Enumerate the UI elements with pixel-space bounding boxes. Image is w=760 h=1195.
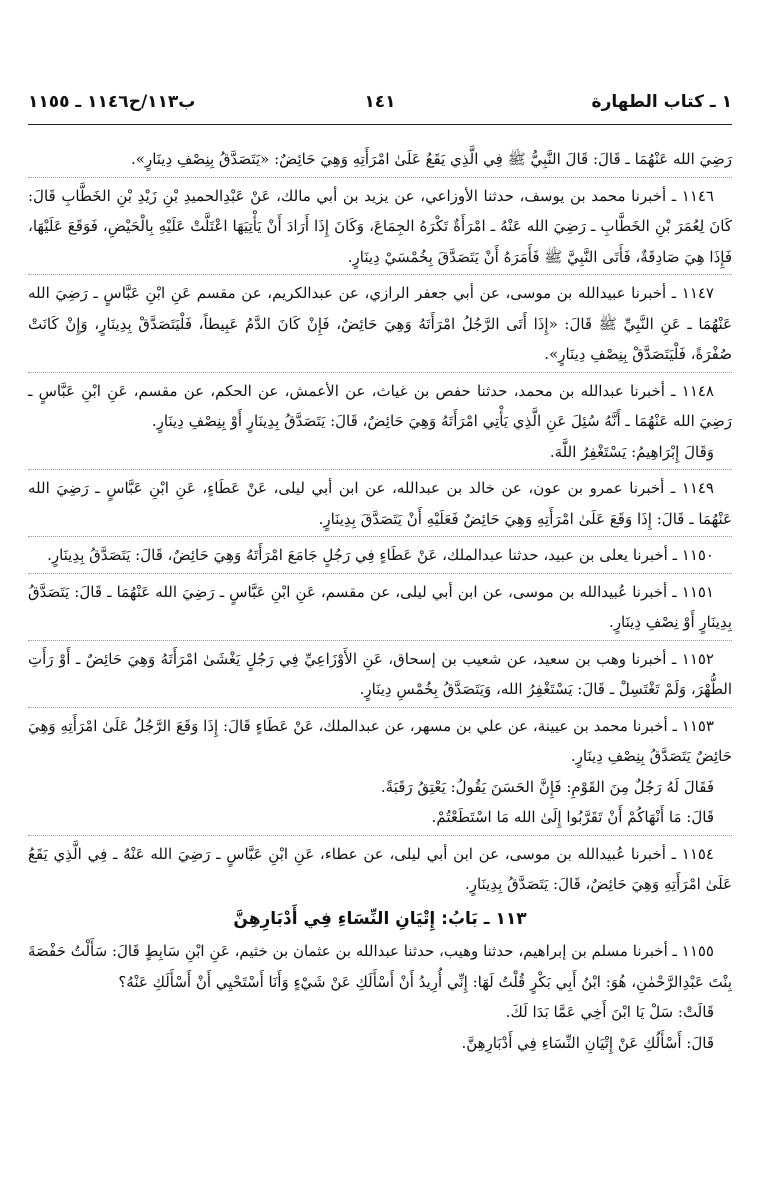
hadith-1151: ١١٥١ ـ أخبرنا عُبيدالله بن موسى، عن ابن أبي ليلى، عن مقسم، عَنِ ابْنِ عَبَّاسٍ ـ رَضِيَ الله عَنْهُمَا ـ قَالَ: يَتَصَدَّقُ بِدِينَارٍ أَوْ نِصْفِ دِينَارٍ. — [28, 582, 732, 631]
section-reference: ب١١٣/ح١١٤٦ ـ ١١٥٥ — [28, 92, 196, 112]
page-number: ١٤١ — [364, 92, 396, 112]
hadith-1149: ١١٤٩ ـ أخبرنا عمرو بن عون، عن خالد بن عبدالله، عن ابن أبي ليلى، عَنْ عَطَاءٍ، عَنِ ابْنِ عَبَّاسٍ ـ رَضِيَ الله عَنْهُمَا ـ قَالَ: إِذَا وَقَعَ عَلَىٰ امْرَأَتِهِ وَهِيَ حَائِضٌ فَعَلَيْهِ أَنْ يَتَصَدَّقَ بِدِينَارٍ. — [28, 479, 732, 528]
hadith-1153-note-a: فَقَالَ لَهُ رَجُلٌ مِنَ القَوْمِ: فَإِنَّ الحَسَنَ يَقُولُ: يَعْتِقُ رَقَبَةً. — [380, 777, 714, 796]
hadith-1146: ١١٤٦ ـ أخبرنا محمد بن يوسف، حدثنا الأوزاعي، عن يزيد بن أبي مالك، عَنْ عَبْدِالحميدِ بْنِ زَيْدِ بْنِ الخَطَّابِ قَالَ: كَانَ لِعُمَرَ بْنِ الخَطَّابِ ـ رَضِيَ الله عَنْهُ ـ امْرَأَةٌ تَكْرَهُ الجِمَاعَ، وَكَانَ إِذَا أَرَادَ أَنْ يَأْتِيَهَا اعْتَلَّتْ عَلَيْهِ بِالْحَيْضِ، فَوَقَعَ عَلَيْهَا، فَإِذَا هِيَ صَادِقَةٌ، فَأَتَى النَّبِيَّ ﷺ فَأَمَرَهُ أَنْ يَتَصَدَّقَ بِخُمْسَيْ دِينَارٍ. — [28, 186, 732, 266]
divider — [28, 707, 732, 708]
divider — [28, 573, 732, 574]
hadith-1153-note-b: قَالَ: مَا أَنْهَاكُمْ أَنْ تَقَرَّبُوا إِلَىٰ الله مَا اسْتَطَعْتُمْ. — [431, 808, 714, 826]
divider — [28, 177, 732, 178]
divider — [28, 372, 732, 373]
header-rule — [28, 124, 732, 125]
hadith-1153: ١١٥٣ ـ أخبرنا محمد بن عيينة، عن علي بن مسهر، عن عبدالملك، عَنْ عَطَاءٍ قَالَ: إِذَا وَقَعَ الرَّجُلُ عَلَىٰ امْرَأَتِهِ وَهِيَ حَائِضٌ يَتَصَدَّقُ بِنِصْفِ دِينَارٍ. — [28, 716, 732, 765]
paragraph-continuation: رَضِيَ الله عَنْهُمَا ـ قَالَ: قَالَ النَّبِيُّ ﷺ فِي الَّذِي يَقَعُ عَلَىٰ امْرَأَتِهِ وَهِيَ حَائِضٌ: «يَتَصَدَّقُ بِنِصْفِ دِينَارٍ». — [131, 150, 732, 168]
divider — [28, 835, 732, 836]
hadith-1148-note: وَقَالَ إِبْرَاهِيمُ: يَسْتَغْفِرُ اللَّهَ. — [549, 442, 714, 461]
page-body — [28, 144, 732, 1058]
hadith-1150: ١١٥٠ ـ أخبرنا يعلى بن عبيد، حدثنا عبدالملك، عَنْ عَطَاءٍ فِي رَجُلٍ جَامَعَ امْرَأَتَهُ وَهِيَ حَائِضٌ، قَالَ: يَتَصَدَّقُ بِدِينَارٍ. — [47, 546, 714, 564]
divider — [28, 536, 732, 537]
chapter-title: ١ ـ كتاب الطهارة — [591, 92, 732, 112]
divider — [28, 640, 732, 641]
hadith-1155: ١١٥٥ ـ أخبرنا مسلم بن إبراهيم، حدثنا وهيب، حدثنا عبدالله بن عثمان بن خثيم، عَنِ ابْنِ سَابِطٍ قَالَ: سَأَلْتُ حَفْصَةَ بِنْتَ عَبْدِالرَّحْمٰنِ، هُوَ: ابْنُ أَبِي بَكْرٍ قُلْتُ لَهَا: إِنِّي أُرِيدُ أَنْ أَسْأَلَكِ عَنْ شَيْءٍ وَأَنَا أَسْتَحْيِي أَنْ أَسْأَلَكِ عَنْهُ؟ — [28, 942, 732, 991]
hadith-1154: ١١٥٤ ـ أخبرنا عُبيدالله بن موسى، عن ابن أبي ليلى، عن عطاء، عَنِ ابْنِ عَبَّاسٍ ـ رَضِيَ الله عَنْهُ ـ فِي الَّذِي يَقَعُ عَلَىٰ امْرَأَتِهِ وَهِيَ حَائِضٌ، قَالَ: يَتَصَدَّقُ بِدِينَارٍ. — [28, 844, 732, 893]
running-header — [28, 92, 732, 118]
hadith-1148: ١١٤٨ ـ أخبرنا عبدالله بن محمد، حدثنا حفص بن غياث، عن الأعمش، عن الحكم، عن مقسم، عَنِ ابْنِ عَبَّاسٍ ـ رَضِيَ الله عَنْهُمَا ـ أَنَّهُ سُئِلَ عَنِ الَّذِي يَأْتِي امْرَأَتَهُ وَهِيَ حَائِضٌ، قَالَ: يَتَصَدَّقُ بِدِينَارٍ أَوْ بِنِصْفِ دِينَارٍ. — [28, 381, 732, 430]
hadith-1155-reply: قَالَتْ: سَلْ يَا ابْنَ أَخِي عَمَّا بَدَا لَكَ. — [505, 1003, 714, 1021]
hadith-1147: ١١٤٧ ـ أخبرنا عبيدالله بن موسى، عن أبي جعفر الرازي، عن عبدالكريم، عن مقسم عَنِ ابْنِ عَبَّاسٍ ـ رَضِيَ الله عَنْهُمَا ـ عَنِ النَّبِيِّ ﷺ قَالَ: «إِذَا أَتَى الرَّجُلُ امْرَأَتَهُ وَهِيَ حَائِضٌ، فَإِنْ كَانَ الدَّمُ عَبِيطاً، فَلْيَتَصَدَّقْ بِدِينَارٍ، وَإِنْ كَانَتْ صُفْرَةً، فَلْيَتَصَدَّقْ بِنِصْفِ دِينَارٍ». — [28, 284, 732, 363]
divider — [28, 274, 732, 275]
chapter-heading: ١١٣ ـ بَابُ: إِتْيَانِ النِّسَاءِ فِي أَدْبَارِهِنَّ — [233, 908, 527, 929]
divider — [28, 469, 732, 470]
hadith-1152: ١١٥٢ ـ أخبرنا وهب بن سعيد، عن شعيب بن إسحاق، عَنِ الأَوْزَاعِيِّ فِي رَجُلٍ يَغْشَىٰ امْرَأَتَهُ وَهِيَ حَائِضٌ ـ أَوْ رَأَتِ الطُّهْرَ، وَلَمْ تَغْتَسِلْ ـ قَالَ: يَسْتَغْفِرُ الله، وَيَتَصَدَّقُ بِخُمْسِ دِينَارٍ. — [28, 649, 732, 698]
hadith-1155-question: قَالَ: أَسْأَلُكِ عَنْ إِتْيَانِ النِّسَاءِ فِي أَدْبَارِهِنَّ. — [461, 1033, 714, 1052]
